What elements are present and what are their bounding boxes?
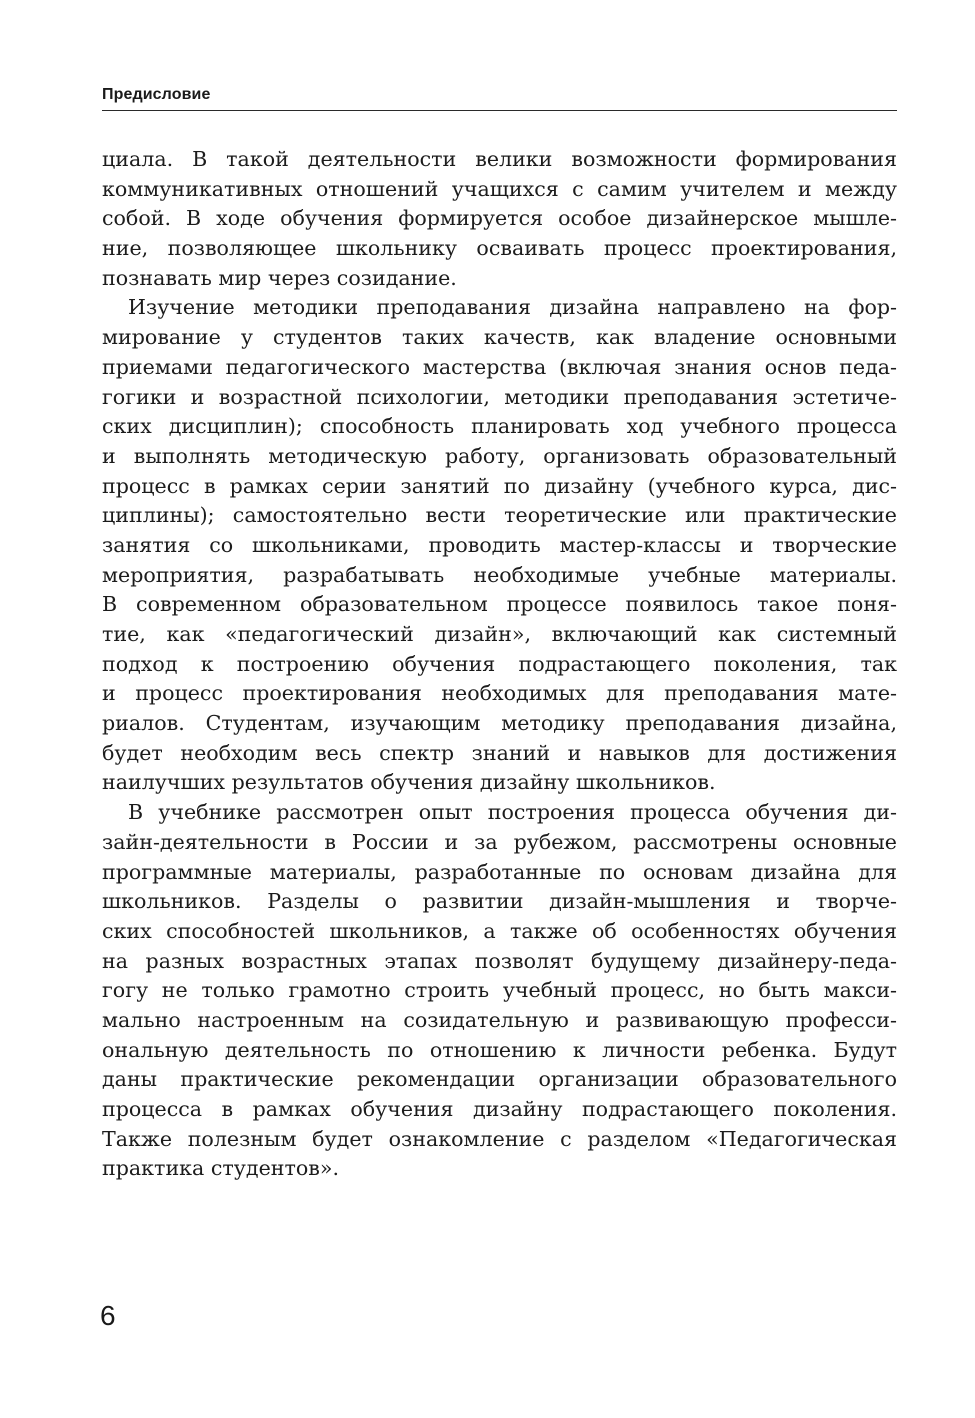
paragraph-line: занятия со школьниками, проводить мастер-классы и творческие [102, 532, 897, 557]
body-text [102, 145, 897, 1184]
paragraph-line: приемами педагогического мастерства (включая знания основ педа- [102, 354, 897, 379]
paragraph-line: и выполнять методическую работу, организовать образовательный [102, 443, 897, 468]
paragraph-line: школьников. Разделы о развитии дизайн-мышления и творче- [102, 889, 897, 914]
paragraph-line: Изучение методики преподавания дизайна направлено на фор- [128, 295, 897, 320]
paragraph-line: процесса в рамках обучения дизайну подрастающего поколения. [102, 1097, 897, 1121]
paragraph-line: ние, позволяющее школьнику осваивать процесс проектирования, [102, 236, 897, 261]
paragraph-line: познавать мир через созидание. [102, 265, 457, 290]
paragraph-line: В учебнике рассмотрен опыт построения процесса обучения ди- [128, 800, 897, 825]
paragraph-line: программные материалы, разработанные по основам дизайна для [102, 859, 897, 884]
paragraph-line: будет необходим весь спектр знаний и навыков для достижения [102, 740, 897, 765]
paragraph-2 [102, 293, 897, 798]
paragraph-line: ональную деятельность по отношению к личности ребенка. Будут [102, 1037, 897, 1062]
paragraph-line: гогу не только грамотно строить учебный процесс, но быть макси- [102, 978, 897, 1003]
running-header-title: Предисловие [102, 86, 211, 103]
paragraph-line: гогики и возрастной психологии, методики преподавания эстетиче- [102, 384, 897, 409]
paragraph-line: ских способностей школьников, а также об особенностях обучения [102, 918, 897, 943]
header-rule [102, 110, 897, 111]
paragraph-line: и процесс проектирования необходимых для преподавания мате- [102, 681, 897, 706]
paragraph-1 [102, 145, 897, 293]
paragraph-line: даны практические рекомендации организации образовательного [102, 1067, 897, 1092]
paragraph-line: Также полезным будет ознакомление с разделом «Педагогическая [102, 1126, 897, 1151]
paragraph-line: циплины); самостоятельно вести теоретические или практические [102, 503, 897, 528]
paragraph-line: собой. В ходе обучения формируется особое дизайнерское мышле- [102, 206, 897, 231]
paragraph-line: на разных возрастных этапах позволят будущему дизайнеру-педа- [102, 948, 897, 973]
paragraph-line: коммуникативных отношений учащихся с самим учителем и между [102, 176, 897, 201]
paragraph-line: циала. В такой деятельности велики возможности формирования [102, 147, 897, 171]
paragraph-line: практика студентов». [102, 1156, 340, 1181]
paragraph-line: тие, как «педагогический дизайн», включающий как системный [102, 622, 897, 646]
paragraph-line: процесс в рамках серии занятий по дизайну (учебного курса, дис- [102, 473, 897, 498]
paragraph-line: мероприятия, разрабатывать необходимые учебные материалы. [102, 562, 897, 587]
paragraph-line: мально настроенным на созидательную и развивающую професси- [102, 1007, 897, 1032]
paragraph-line: наилучших результатов обучения дизайну школьников. [102, 770, 716, 795]
paragraph-line: мирование у студентов таких качеств, как владение основными [102, 325, 897, 350]
paragraph-3 [102, 798, 897, 1184]
page-number: 6 [100, 1300, 116, 1331]
paragraph-line: подход к построению обучения подрастающего поколения, так [102, 651, 897, 676]
paragraph-line: зайн-деятельности в России и за рубежом, рассмотрены основные [102, 829, 897, 854]
paragraph-line: В современном образовательном процессе появилось такое поня- [102, 592, 897, 617]
paragraph-line: ских дисциплин); способность планировать ход учебного процесса [102, 414, 897, 439]
paragraph-line: риалов. Студентам, изучающим методику преподавания дизайна, [102, 711, 897, 736]
